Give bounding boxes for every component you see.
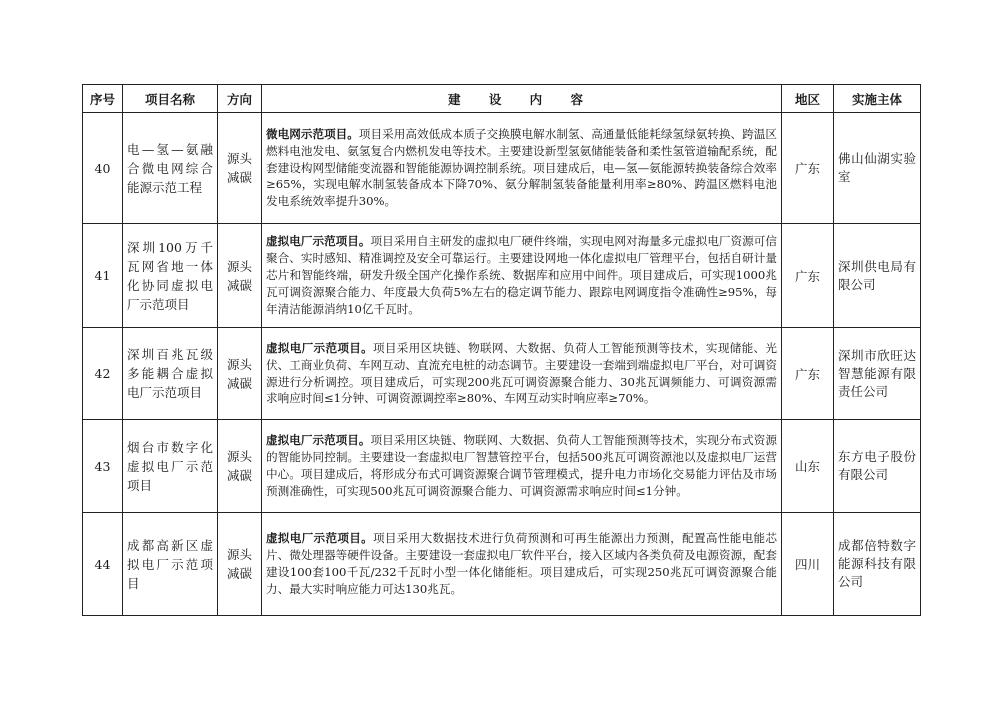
content-lead: 虚拟电厂示范项目。: [266, 531, 374, 546]
project-entity: 东方电子股份有限公司: [834, 420, 921, 513]
project-entity: 成都倍特数字能源科技有限公司: [834, 513, 921, 616]
content-lead: 虚拟电厂示范项目。: [266, 234, 371, 249]
table-row: [83, 328, 921, 420]
project-direction: 源头减碳: [218, 113, 262, 224]
row-num: 40: [83, 113, 123, 224]
table-header-row: [83, 85, 921, 113]
row-num: 41: [83, 224, 123, 328]
project-name: 深圳100万千瓦网省地一体化协同虚拟电厂示范项目: [123, 224, 218, 328]
content-body: 项目采用区块链、物联网、大数据、负荷人工智能预测等技术，实现储能、光伏、工商业负荷、车网互动、直流充电桩的动态调节。主要建设一套端到端虚拟电厂平台，对可调资源进行分析调控。项目建成后，可实现200兆瓦可调资源聚合能力、30兆瓦调频能力、可调资源需求响应时间≤1分钟、可调资源调控率≥80%、车网互动实时响应率≥70%。: [266, 340, 777, 406]
header-content: 建 设 内 容: [262, 85, 782, 113]
content-body: 项目采用高效低成本质子交换膜电解水制氢、高通量低能耗绿氢绿氨转换、跨温区燃料电池发电、氨氢复合内燃机发电等技术。主要建设新型氢氨储能装备和柔性氢管道输配系统，配套建设构网型储能变流器和智能能源协调控制系统。项目建成后，电—氢—氨能源转换装备综合效率≥65%，实现电解水制氢装备成本下降70%、氨分解制氢装备能量利用率≥80%、跨温区燃料电池发电系统效率提升30%。: [266, 126, 777, 209]
row-num: 44: [83, 513, 123, 616]
project-content-cell: [262, 224, 782, 328]
table-row: [83, 224, 921, 328]
row-num: 42: [83, 328, 123, 420]
project-content-cell: [262, 113, 782, 224]
header-direction: 方向: [218, 85, 262, 113]
table-row: [83, 513, 921, 616]
projects-table: [82, 84, 921, 616]
project-name: 成都高新区虚拟电厂示范项目: [123, 513, 218, 616]
project-name: 深圳百兆瓦级多能耦合虚拟电厂示范项目: [123, 328, 218, 420]
header-name: 项目名称: [123, 85, 218, 113]
header-region: 地区: [782, 85, 834, 113]
project-entity: 深圳市欣旺达智慧能源有限责任公司: [834, 328, 921, 420]
content-body: 项目采用大数据技术进行负荷预测和可再生能源出力预测，配置高性能电能芯片、微处理器等硬件设备。主要建设一套虚拟电厂软件平台，接入区域内各类负荷及电源资源，配套建设100套100千瓦/232千瓦时小型一体化储能柜。项目建成后，可实现250兆瓦可调资源聚合能力、最大实时响应能力可达130兆瓦。: [266, 531, 777, 596]
table-row: [83, 420, 921, 513]
project-name: 电—氢—氨融合微电网综合能源示范工程: [123, 113, 218, 224]
row-num: 43: [83, 420, 123, 513]
project-direction: 源头减碳: [218, 328, 262, 420]
table-row: [83, 113, 921, 224]
project-entity: 深圳供电局有限公司: [834, 224, 921, 328]
content-body: 项目采用区块链、物联网、大数据、负荷人工智能预测等技术，实现分布式资源的智能协同控制。主要建设一套虚拟电厂智慧管控平台，包括500兆瓦可调资源池以及虚拟电厂运营中心。项目建成后，将形成分布式可调资源聚合调节管理模式，提升电力市场化交易能力评估及市场预测准确性，可实现500兆瓦可调资源聚合能力、可调资源需求响应时间≤1分钟。: [266, 433, 777, 498]
project-region: 广东: [782, 328, 834, 420]
content-body: 项目采用自主研发的虚拟电厂硬件终端，实现电网对海量多元虚拟电厂资源可信聚合、实时感知、精准调控及安全可靠运行。主要建设网地一体化虚拟电厂管理平台，包括自研计量芯片和智能终端，研发升级全国产化操作系统、数据库和应用中间件。项目建成后，可实现1000兆瓦可调资源聚合能力、年度最大负荷5%左右的稳定调节能力、跟踪电网调度指令准确性≥95%，每年清洁能源消纳10亿千瓦时。: [266, 234, 777, 316]
project-region: 广东: [782, 224, 834, 328]
project-content-cell: [262, 420, 782, 513]
header-entity: 实施主体: [834, 85, 921, 113]
project-direction: 源头减碳: [218, 513, 262, 616]
project-region: 山东: [782, 420, 834, 513]
content-lead: 虚拟电厂示范项目。: [266, 340, 374, 355]
project-direction: 源头减碳: [218, 420, 262, 513]
content-lead: 微电网示范项目。: [266, 126, 359, 141]
project-content-cell: [262, 513, 782, 616]
project-name: 烟台市数字化虚拟电厂示范项目: [123, 420, 218, 513]
project-content-cell: [262, 328, 782, 420]
project-region: 广东: [782, 113, 834, 224]
project-entity: 佛山仙湖实验室: [834, 113, 921, 224]
project-direction: 源头减碳: [218, 224, 262, 328]
header-num: 序号: [83, 85, 123, 113]
project-region: 四川: [782, 513, 834, 616]
content-lead: 虚拟电厂示范项目。: [266, 433, 371, 448]
